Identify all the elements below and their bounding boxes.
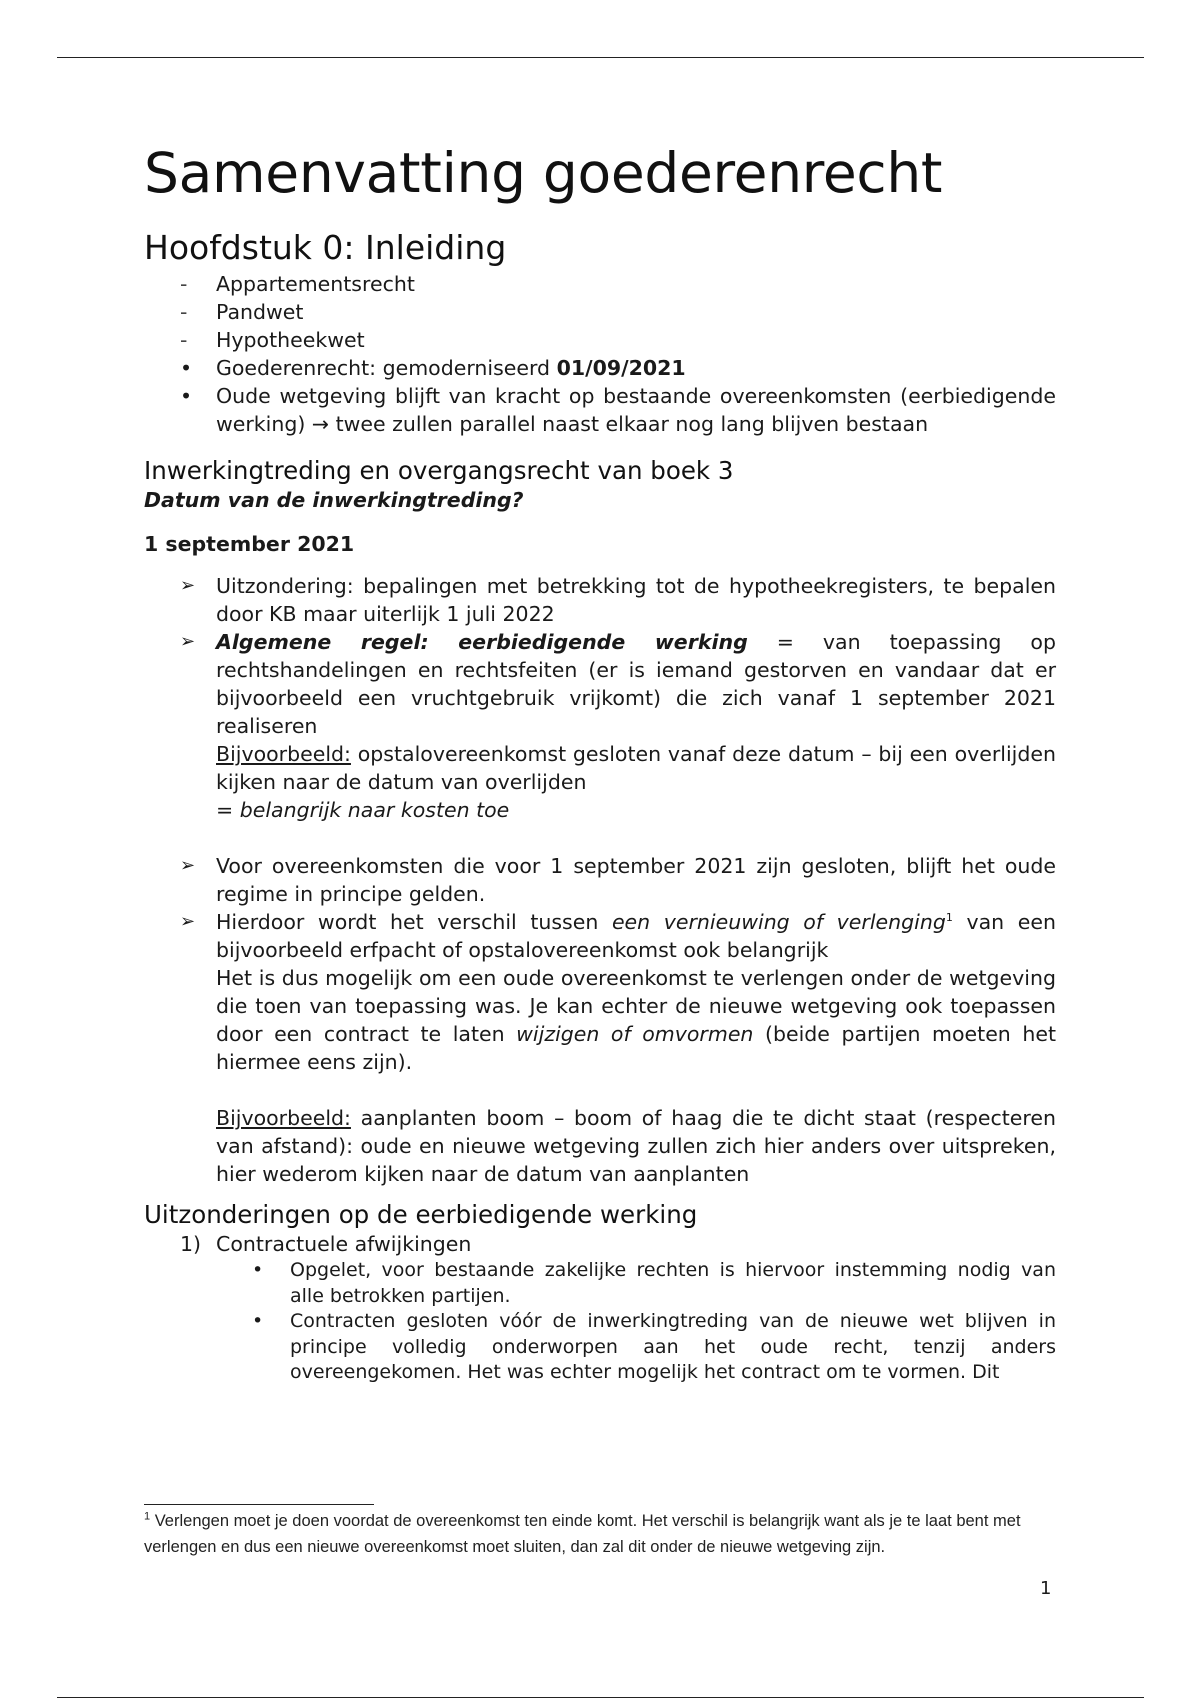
section-heading-inwerkingtreding: Inwerkingtreding en overgangsrecht van boek 3 <box>144 456 734 485</box>
bullet-marker: • <box>180 384 193 408</box>
list-item: • Opgelet, voor bestaande zakelijke rechten is hiervoor instemming nodig van alle betrokken partijen. <box>252 1259 1056 1307</box>
list-item: - Pandwet <box>180 300 304 324</box>
section-heading-uitzonderingen: Uitzonderingen op de eerbiedigende werking <box>144 1200 698 1229</box>
spacer <box>216 1076 1056 1104</box>
header-rule <box>57 57 1144 58</box>
arrow-list <box>144 572 1056 1188</box>
document-title: Samenvatting goederenrecht <box>144 141 943 205</box>
list-item: • Oude wetgeving blijft van kracht op bestaande overeenkomsten (eerbiedigende werking) → twee zullen parallel naast elkaar nog lang blijven bestaan <box>180 384 1056 436</box>
example-note: = belangrijk naar kosten toe <box>216 798 510 822</box>
bullet-marker: • <box>252 1259 264 1281</box>
chapter-heading: Hoofdstuk 0: Inleiding <box>144 228 507 267</box>
numbered-list <box>144 1230 1056 1386</box>
page-number: 1 <box>1040 1578 1052 1599</box>
bullet-marker: • <box>252 1310 264 1332</box>
footnote: $^1$ Verlengen moet je doen voordat de overeenkomst ten einde komt. Het verschil is belangrijk want als je te laat bent met verlengen en dus een nieuwe overeenkomst moet sluiten, dan zal dit onder de nieuwe wetgeving zijn. <box>144 1510 1021 1556</box>
list-item: ➢ Algemene regel: eerbiedigende werking = van toepassing op rechtshandelingen en rechtsfeiten (er is iemand gestorven en vandaar dat er bijvoorbeeld een vruchtgebruik vrijkomt) die zich vanaf 1 september 2021 realiseren Bijvoorbeeld: opstalovereenkomst gesloten vanaf deze datum – bij een overlijden kijken naar de datum van overlijden = belangrijk naar kosten toe <box>180 630 1056 822</box>
footnote-marker: 1 <box>144 1510 151 1523</box>
intro-bullet-list <box>144 354 1056 438</box>
list-item: 1) Contractuele afwijkingen • Opgelet, voor bestaande zakelijke rechten is hiervoor instemming nodig van alle betrokken partijen. • Contracten gesloten vóór de inwerkingtreding van de nieuwe wet blijven in principe volledig onderworpen aan het oude recht, tenzij anders overeengekomen. Het was echter mogelijk het contract om te vormen. Dit <box>144 1230 1056 1386</box>
bullet-marker: • <box>180 356 193 380</box>
list-item: ➢ Voor overeenkomsten die voor 1 september 2021 zijn gesloten, blijft het oude regime in principe gelden. <box>180 854 1056 906</box>
footer-rule <box>57 1697 1144 1698</box>
dash-marker: - <box>180 300 188 324</box>
document-body <box>144 138 1056 1386</box>
intro-dash-list <box>144 270 1056 354</box>
list-item: • Contracten gesloten vóór de inwerkingtreding van de nieuwe wet blijven in principe volledig onderworpen aan het oude recht, tenzij anders overeengekomen. Het was echter mogelijk het contract om te vormen. Dit <box>252 1310 1056 1383</box>
arrow-bullet-icon: ➢ <box>180 911 196 932</box>
footnote-separator <box>144 1504 374 1505</box>
effective-date: 1 september 2021 <box>144 532 355 556</box>
footnote-reference: 1 <box>945 911 953 925</box>
arrow-bullet-icon: ➢ <box>180 575 196 596</box>
list-item: ➢ Uitzondering: bepalingen met betrekking tot de hypotheekregisters, te bepalen door KB maar uiterlijk 1 juli 2022 <box>180 574 1056 626</box>
spacer <box>144 824 1056 852</box>
list-item: ➢ Hierdoor wordt het verschil tussen een vernieuwing of verlenging$^1$ van een bijvoorbeeld erfpacht of opstalovereenkomst ook belangrijk Het is dus mogelijk om een oude overeenkomst te verlengen onder de wetgeving die toen van toepassing was. Je kan echter de nieuwe wetgeving ook toepassen door een contract te laten wijzigen of omvormen (beide partijen moeten het hiermee eens zijn). Bijvoorbeeld: aanplanten boom – boom of haag die te dicht staat (respecteren van afstand): oude en nieuwe wetgeving zullen zich hier anders over uitspreken, hier wederom kijken naar de datum van aanplanten <box>180 910 1056 1186</box>
example-paragraph: Bijvoorbeeld: aanplanten boom – boom of haag die te dicht staat (respecteren van afstand): oude en nieuwe wetgeving zullen zich hier anders over uitspreken, hier wederom kijken naar de datum van aanplanten <box>216 1106 1056 1186</box>
example-paragraph: Bijvoorbeeld: opstalovereenkomst gesloten vanaf deze datum – bij een overlijden kijken naar de datum van overlijden <box>216 742 1056 794</box>
list-item: • Goederenrecht: gemoderniseerd 01/09/2021 <box>180 356 686 380</box>
paragraph: Het is dus mogelijk om een oude overeenkomst te verlengen onder de wetgeving die toen van toepassing was. Je kan echter de nieuwe wetgeving ook toepassen door een contract te laten wijzigen of omvormen (beide partijen moeten het hiermee eens zijn). <box>216 966 1056 1074</box>
question-heading: Datum van de inwerkingtreding? <box>144 488 524 512</box>
dash-marker: - <box>180 328 188 352</box>
list-item: - Hypotheekwet <box>180 328 365 352</box>
arrow-bullet-icon: ➢ <box>180 631 196 652</box>
arrow-bullet-icon: ➢ <box>180 855 196 876</box>
dash-marker: - <box>180 272 188 296</box>
number-marker: 1) <box>180 1232 202 1256</box>
list-item: - Appartementsrecht <box>180 272 415 296</box>
sub-bullet-list <box>216 1258 1056 1386</box>
